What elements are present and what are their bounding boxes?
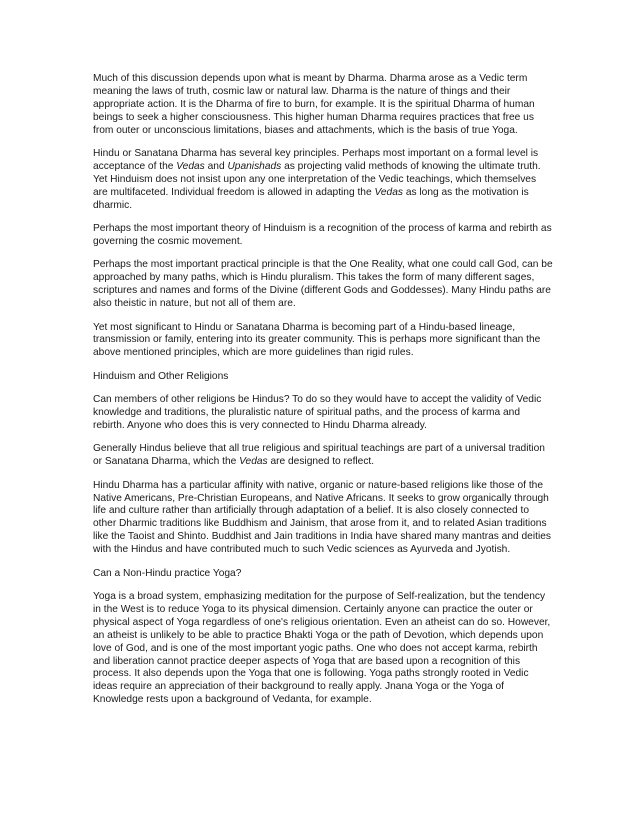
- paragraph-native-religions: [93, 480, 553, 557]
- text-segment-italic: Vedas: [239, 456, 268, 468]
- paragraph-karma-theory: [93, 223, 553, 249]
- text-segment: Yoga is a broad system, emphasizing meditation for the purpose of Self-realization, but the tendency in the West is to reduce Yoga to its physical dimension. Certainly anyone can practice the outer or physical aspect of Yoga regardless of one's religious orientation. Even an atheist can do so. However, an atheist is unlikely to be able to practice Bhakti Yoga or the path of Devotion, which depends upon love of God, and is one of the most important yogic paths. One who does not accept karma, rebirth and liberation cannot practice deeper aspects of Yoga that are based upon a recognition of this process. It also depends upon the Yoga that one is following. Yoga paths strongly rooted in Vedic ideas require an appreciation of their background to really apply. Jnana Yoga or the Yoga of Knowledge rests upon a background of Vedanta, for example.: [93, 591, 551, 706]
- text-segment: Generally Hindus believe that all true religious and spiritual teachings are part of a universal tradition or Sanatana Dharma, which the: [93, 443, 545, 468]
- paragraph-dharma-meaning: [93, 73, 553, 138]
- paragraph-yoga-system: [93, 591, 553, 707]
- paragraph-other-religions-question: [93, 394, 553, 433]
- text-segment: and: [204, 160, 228, 172]
- paragraph-key-principles: [93, 148, 553, 213]
- text-segment: as long as the motivation is dharmic.: [93, 186, 529, 211]
- text-segment: Much of this discussion depends upon what is meant by Dharma. Dharma arose as a Vedic term meaning the laws of truth, cosmic law or natural law. Dharma is the nature of things and their appropriate action. It is the Dharma of fire to burn, for example. It is the spiritual Dharma of human beings to seek a higher consciousness. This higher human Dharma requires practices that free us from outer or unconscious limitations, biases and attachments, which is the basis of true Yoga.: [93, 73, 535, 136]
- text-segment-italic: Upanishads: [227, 160, 282, 172]
- section-heading-other-religions: [93, 371, 553, 384]
- text-segment: Perhaps the most important theory of Hinduism is a recognition of the process of karma and rebirth as governing the cosmic movement.: [93, 223, 552, 247]
- text-segment-italic: Vedas: [374, 186, 403, 198]
- text-segment: Yet most significant to Hindu or Sanatana Dharma is becoming part of a Hindu-based lineage, transmission or family, entering into its greater community. This is perhaps more significant than the above mentioned principles, which are more guidelines than rigid rules.: [93, 321, 541, 359]
- heading-text: Can a Non-Hindu practice Yoga?: [93, 567, 242, 579]
- text-segment: Can members of other religions be Hindus? To do so they would have to accept the validity of Vedic knowledge and traditions, the pluralistic nature of spiritual paths, and the process of karma and rebirth. Anyone who does this is very connected to Hindu Dharma already.: [93, 394, 542, 431]
- text-segment: Hindu or Sanatana Dharma has several key principles. Perhaps most important on a formal level is acceptance of the: [93, 148, 539, 172]
- text-segment: are designed to reflect.: [267, 456, 375, 468]
- paragraph-universal-tradition: [93, 443, 553, 469]
- text-segment: Perhaps the most important practical principle is that the One Reality, what one could call God, can be approached by many paths, which is Hindu pluralism. This takes the form of many different sages, scriptures and names and forms of the Divine (different Gods and Goddesses). Many Hindu paths are also theistic in nature, but not all of them are.: [93, 259, 553, 310]
- paragraph-pluralism: [93, 259, 553, 311]
- text-segment: Hindu Dharma has a particular affinity with native, organic or nature-based religions like those of the Native Americans, Pre-Christian Europeans, and Native Africans. It seeks to grow organically through life and culture rather than artificially through adaptation of a belief. It is also closely connected to other Dharmic traditions like Buddhism and Jainism, that arose from it, and to related Asian traditions like the Taoist and Shinto. Buddhist and Jain traditions in India have shared many mantras and deities with the Hindus and have contributed much to such Vedic sciences as Ayurveda and Jyotish.: [93, 479, 551, 556]
- text-segment-italic: Vedas: [176, 160, 205, 172]
- paragraph-lineage: [93, 322, 553, 361]
- section-heading-non-hindu-yoga: [93, 568, 553, 581]
- document-page: [93, 73, 553, 718]
- heading-text: Hinduism and Other Religions: [93, 370, 229, 382]
- text-segment: as projecting valid methods of knowing the ultimate truth. Yet Hinduism does not insist upon any one interpretation of the Vedic teachings, which themselves are multifaceted. Individual freedom is allowed in adapting the: [93, 160, 541, 198]
